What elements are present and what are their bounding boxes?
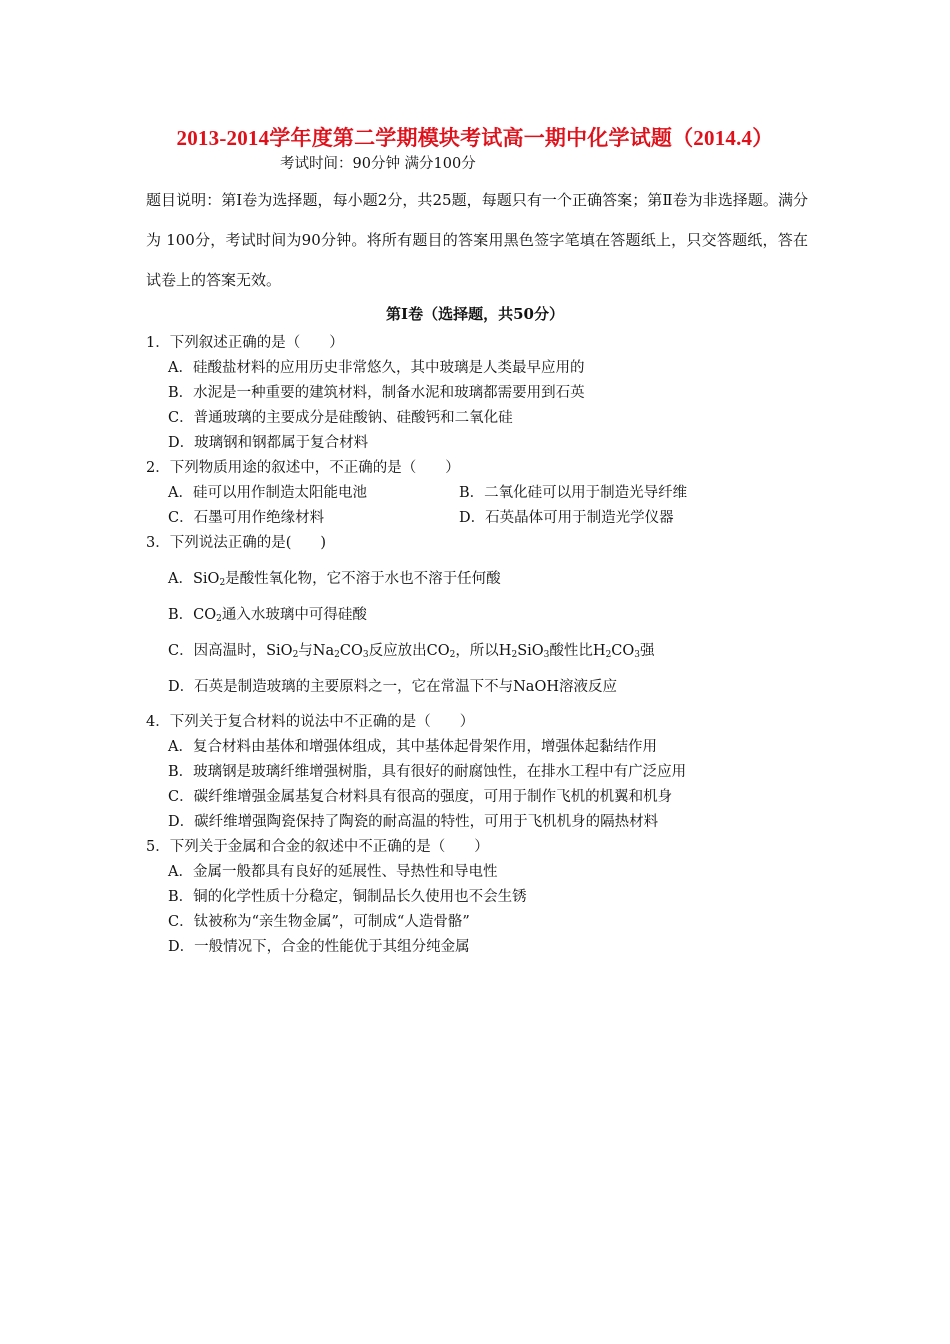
question-5-option-b: B．铜的化学性质十分稳定，铜制品长久使用也不会生锈 <box>168 889 527 905</box>
question-5-option-a: A．金属一般都具有良好的延展性、导热性和导电性 <box>168 864 498 880</box>
question-1-option-d: D．玻璃钢和钢都属于复合材料 <box>168 435 369 451</box>
question-3-stem: 3．下列说法正确的是( ) <box>146 535 327 551</box>
question-3-option-c: C．因高温时，SiO$_2$与$Na_2CO_3$反应放出$CO_2$，所以$H_2SiO_3$酸性比$H_2CO_3$强 <box>168 643 655 660</box>
question-3-option-b: B．$CO_2$通入水玻璃中可得硅酸 <box>168 607 367 624</box>
question-5-option-c: C．钛被称为“亲生物金属”，可制成“人造骨骼” <box>168 914 470 930</box>
question-2-option-a: A．硅可以用作制造太阳能电池 <box>168 485 367 501</box>
question-4-option-d: D．碳纤维增强陶瓷保持了陶瓷的耐高温的特性，可用于飞机机身的隔热材料 <box>168 814 659 830</box>
question-4-option-a: A．复合材料由基体和增强体组成，其中基体起骨架作用，增强体起黏结作用 <box>168 739 657 755</box>
question-4-option-b: B．玻璃钢是玻璃纤维增强树脂，具有很好的耐腐蚀性，在排水工程中有广泛应用 <box>168 764 687 780</box>
question-4-option-c: C．碳纤维增强金属基复合材料具有很高的强度，可用于制作飞机的机翼和机身 <box>168 789 673 805</box>
question-1-option-a: A．硅酸盐材料的应用历史非常悠久，其中玻璃是人类最早应用的 <box>168 360 585 376</box>
question-1-stem: 1．下列叙述正确的是（ ） <box>146 335 344 351</box>
instructions: 题目说明：第Ⅰ卷为选择题，每小题2分，共25题，每题只有一个正确答案；第Ⅱ卷为非选择题。满分为 100分，考试时间为90分钟。将所有题目的答案用黑色签字笔填在答题纸上，只交答题纸，答在试卷上的答案无效。 <box>146 191 808 289</box>
question-2-stem: 2．下列物质用途的叙述中，不正确的是（ ） <box>146 460 460 476</box>
question-3-option-a: A．SiO$_2$是酸性氧化物，它不溶于水也不溶于任何酸 <box>168 571 501 588</box>
question-1-option-b: B．水泥是一种重要的建筑材料，制备水泥和玻璃都需要用到石英 <box>168 385 585 401</box>
exam-title: 2013-2014学年度第二学期模块考试高一期中化学试题（2014.4） <box>176 126 774 150</box>
exam-time-info: 考试时间：90分钟 满分100分 <box>280 156 476 172</box>
question-2-option-d: D．石英晶体可用于制造光学仪器 <box>459 510 674 526</box>
question-1-option-c: C．普通玻璃的主要成分是硅酸钠、硅酸钙和二氧化硅 <box>168 410 513 426</box>
section-title: 第Ⅰ卷（选择题，共50分） <box>386 305 564 323</box>
question-4-stem: 4．下列关于复合材料的说法中不正确的是（ ） <box>146 714 475 730</box>
question-2-option-c: C．石墨可用作绝缘材料 <box>168 510 325 526</box>
question-2-option-b: B．二氧化硅可以用于制造光导纤维 <box>459 485 688 501</box>
question-5-stem: 5．下列关于金属和合金的叙述中不正确的是（ ） <box>146 839 489 855</box>
question-5-option-d: D．一般情况下，合金的性能优于其组分纯金属 <box>168 939 470 955</box>
question-3-option-d: D．石英是制造玻璃的主要原料之一，它在常温下不与NaOH溶液反应 <box>168 679 617 695</box>
